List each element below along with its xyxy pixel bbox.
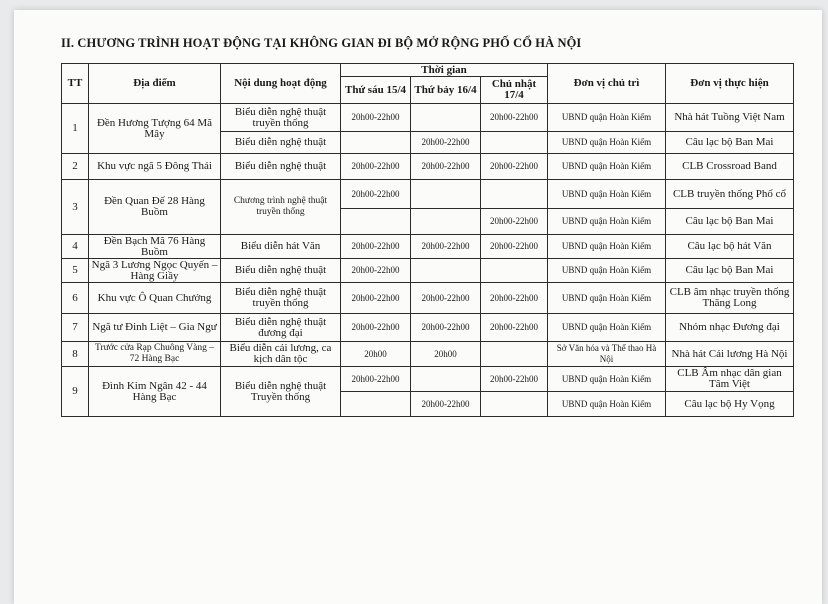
header-content: Nội dung hoạt động [221, 64, 341, 104]
cell-performer: Câu lạc bộ Ban Mai [666, 132, 794, 154]
cell-time-saturday [411, 259, 481, 283]
cell-tt: 6 [62, 283, 89, 314]
cell-host: UBND quận Hoàn Kiếm [548, 392, 666, 417]
cell-time-saturday: 20h00-22h00 [411, 314, 481, 342]
cell-performer: Câu lạc bộ Ban Mai [666, 259, 794, 283]
cell-time-saturday [411, 209, 481, 235]
cell-performer: CLB truyền thống Phố cổ [666, 180, 794, 209]
cell-content: Biểu diễn nghệ thuật truyền thống [221, 283, 341, 314]
cell-time-sunday: 20h00-22h00 [481, 104, 548, 132]
table-row [62, 367, 794, 392]
cell-time-friday: 20h00-22h00 [341, 104, 411, 132]
header-host: Đơn vị chủ trì [548, 64, 666, 104]
table-row [62, 180, 794, 209]
header-day-sunday: Chủ nhật 17/4 [481, 77, 548, 104]
cell-time-sunday: 20h00-22h00 [481, 235, 548, 259]
cell-location: Ngã tư Đinh Liệt – Gia Ngư [89, 314, 221, 342]
cell-time-saturday: 20h00-22h00 [411, 283, 481, 314]
table-row [62, 342, 794, 367]
schedule-table [61, 63, 794, 417]
cell-performer: Câu lạc bộ hát Văn [666, 235, 794, 259]
cell-location: Khu vực Ô Quan Chưởng [89, 283, 221, 314]
cell-location: Đền Hương Tượng 64 Mã Mây [89, 104, 221, 154]
cell-location: Đền Bạch Mã 76 Hàng Buồm [89, 235, 221, 259]
cell-content: Biểu diễn nghệ thuật [221, 132, 341, 154]
cell-time-friday [341, 132, 411, 154]
cell-location: Ngã 3 Lương Ngọc Quyến – Hàng Giầy [89, 259, 221, 283]
cell-time-friday: 20h00-22h00 [341, 154, 411, 180]
cell-time-sunday [481, 132, 548, 154]
cell-time-friday: 20h00-22h00 [341, 180, 411, 209]
cell-time-sunday: 20h00-22h00 [481, 209, 548, 235]
table-row [62, 283, 794, 314]
table-row [62, 314, 794, 342]
cell-host: UBND quận Hoàn Kiếm [548, 367, 666, 392]
cell-performer: Câu lạc bộ Hy Vọng [666, 392, 794, 417]
cell-tt: 3 [62, 180, 89, 235]
cell-time-saturday: 20h00-22h00 [411, 392, 481, 417]
cell-content: Biểu diễn nghệ thuật truyền thống [221, 104, 341, 132]
cell-performer: Nhóm nhạc Đương đại [666, 314, 794, 342]
cell-time-saturday: 20h00-22h00 [411, 235, 481, 259]
cell-performer: Nhà hát Cải lương Hà Nội [666, 342, 794, 367]
cell-tt: 9 [62, 367, 89, 417]
cell-performer: CLB Âm nhạc dân gian Tâm Việt [666, 367, 794, 392]
cell-time-sunday [481, 342, 548, 367]
cell-time-friday: 20h00-22h00 [341, 235, 411, 259]
cell-content: Biểu diễn nghệ thuật [221, 259, 341, 283]
cell-host: UBND quận Hoàn Kiếm [548, 132, 666, 154]
cell-host: Sở Văn hóa và Thể thao Hà Nội [548, 342, 666, 367]
cell-content: Biểu diễn nghệ thuật Truyền thống [221, 367, 341, 417]
cell-time-friday [341, 392, 411, 417]
cell-location: Đền Quan Đế 28 Hàng Buồm [89, 180, 221, 235]
cell-content: Chương trình nghệ thuật truyền thống [221, 180, 341, 235]
cell-time-sunday [481, 259, 548, 283]
cell-content: Biểu diễn nghệ thuật [221, 154, 341, 180]
cell-time-saturday [411, 180, 481, 209]
table-row [62, 154, 794, 180]
cell-content: Biểu diễn hát Văn [221, 235, 341, 259]
cell-performer: Câu lạc bộ Ban Mai [666, 209, 794, 235]
header-tt: TT [62, 64, 89, 104]
header-time: Thời gian [341, 64, 548, 77]
cell-time-friday: 20h00-22h00 [341, 314, 411, 342]
cell-time-sunday [481, 392, 548, 417]
cell-time-saturday: 20h00 [411, 342, 481, 367]
cell-performer: CLB âm nhạc truyền thống Thăng Long [666, 283, 794, 314]
cell-tt: 8 [62, 342, 89, 367]
table-row [62, 104, 794, 132]
cell-time-friday [341, 209, 411, 235]
cell-performer: CLB Crossroad Band [666, 154, 794, 180]
cell-time-sunday: 20h00-22h00 [481, 283, 548, 314]
cell-tt: 2 [62, 154, 89, 180]
cell-time-friday: 20h00 [341, 342, 411, 367]
cell-tt: 5 [62, 259, 89, 283]
cell-time-sunday: 20h00-22h00 [481, 367, 548, 392]
cell-time-saturday [411, 104, 481, 132]
cell-host: UBND quận Hoàn Kiếm [548, 314, 666, 342]
header-day-saturday: Thứ bảy 16/4 [411, 77, 481, 104]
cell-content: Biểu diễn cải lương, ca kịch dân tộc [221, 342, 341, 367]
cell-tt: 4 [62, 235, 89, 259]
cell-host: UBND quận Hoàn Kiếm [548, 104, 666, 132]
cell-location: Trước cửa Rạp Chuông Vàng – 72 Hàng Bạc [89, 342, 221, 367]
cell-time-saturday: 20h00-22h00 [411, 132, 481, 154]
cell-location: Đình Kim Ngân 42 - 44 Hàng Bạc [89, 367, 221, 417]
cell-time-sunday [481, 180, 548, 209]
cell-content: Biểu diễn nghệ thuật đương đại [221, 314, 341, 342]
document-title: II. CHƯƠNG TRÌNH HOẠT ĐỘNG TẠI KHÔNG GIAN ĐI BỘ MỞ RỘNG PHỐ CỔ HÀ NỘI [61, 36, 582, 50]
cell-time-sunday: 20h00-22h00 [481, 154, 548, 180]
cell-host: UBND quận Hoàn Kiếm [548, 259, 666, 283]
cell-host: UBND quận Hoàn Kiếm [548, 154, 666, 180]
cell-time-friday: 20h00-22h00 [341, 283, 411, 314]
cell-host: UBND quận Hoàn Kiếm [548, 283, 666, 314]
header-location: Địa điểm [89, 64, 221, 104]
cell-host: UBND quận Hoàn Kiếm [548, 180, 666, 209]
table-row [62, 259, 794, 283]
cell-location: Khu vực ngã 5 Đông Thái [89, 154, 221, 180]
cell-time-friday: 20h00-22h00 [341, 259, 411, 283]
cell-performer: Nhà hát Tuồng Việt Nam [666, 104, 794, 132]
header-row [62, 64, 794, 77]
cell-tt: 1 [62, 104, 89, 154]
header-performer: Đơn vị thực hiện [666, 64, 794, 104]
cell-host: UBND quận Hoàn Kiếm [548, 235, 666, 259]
cell-tt: 7 [62, 314, 89, 342]
cell-time-saturday [411, 367, 481, 392]
cell-time-saturday: 20h00-22h00 [411, 154, 481, 180]
cell-host: UBND quận Hoàn Kiếm [548, 209, 666, 235]
cell-time-friday: 20h00-22h00 [341, 367, 411, 392]
table-row [62, 235, 794, 259]
cell-time-sunday: 20h00-22h00 [481, 314, 548, 342]
header-day-friday: Thứ sáu 15/4 [341, 77, 411, 104]
